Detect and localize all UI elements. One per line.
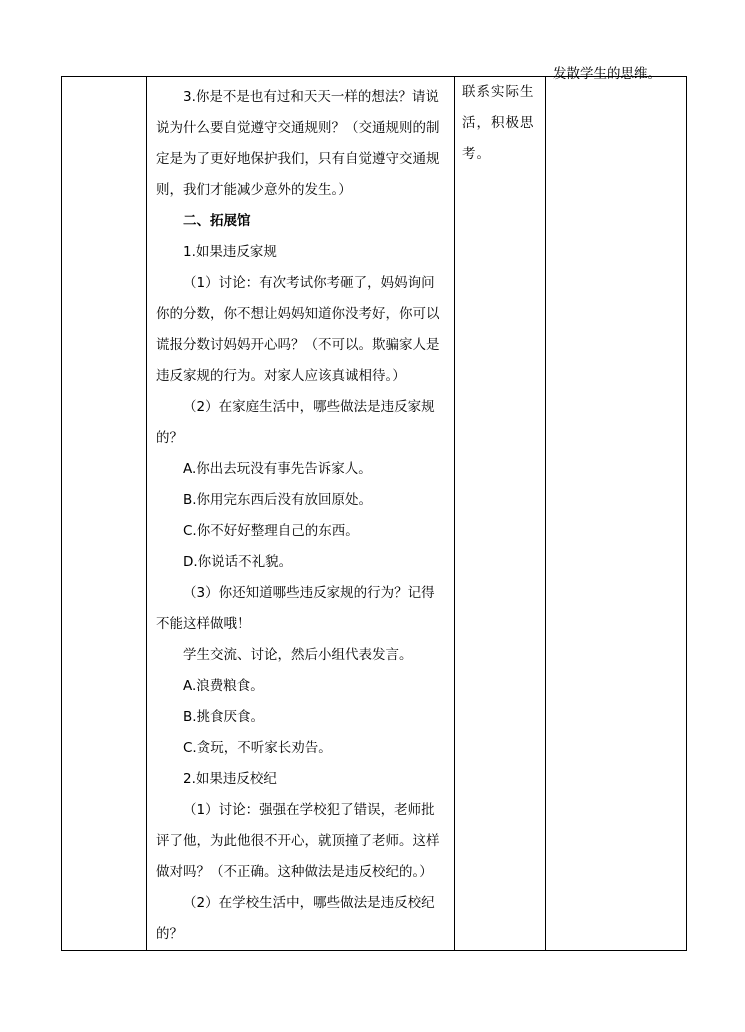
paragraph: （1）讨论：有次考试你考砸了，妈妈询问你的分数，你不想让妈妈知道你没考好，你可以谎报分数讨妈妈开心吗？（不可以。欺骗家人是违反家规的行为。对家人应该真诚相待。） xyxy=(156,275,440,384)
activity-cell xyxy=(147,77,455,951)
lesson-table xyxy=(61,66,687,951)
paragraph: 3.你是不是也有过和天天一样的想法？请说说为什么要自觉遵守交通规则？（交通规则的制定是为了更好地保护我们，只有自觉遵守交通规则，我们才能减少意外的发生。） xyxy=(156,89,440,198)
table-row xyxy=(62,77,687,951)
list-item: A.浪费粮食。 xyxy=(183,678,264,694)
student-activity-text: 联系实际生活，积极思考。 xyxy=(462,84,535,162)
list-item: C.贪玩，不听家长劝告。 xyxy=(183,740,332,756)
paragraph: （2）在学校生活中，哪些做法是违反校纪的？ xyxy=(156,895,435,942)
section-cell xyxy=(62,77,147,951)
list-item: B.你用完东西后没有放回原处。 xyxy=(183,492,373,508)
list-item: A.你出去玩没有事先告诉家人。 xyxy=(183,461,372,477)
subheading: 2.如果违反校纪 xyxy=(183,771,277,787)
list-item: B.挑食厌食。 xyxy=(183,709,265,725)
list-item: C.你不好好整理自己的东西。 xyxy=(183,523,359,539)
list-item: D.你说话不礼貌。 xyxy=(183,554,293,570)
paragraph: （2）在家庭生活中，哪些做法是违反家规的？ xyxy=(156,399,435,446)
section-heading: 二、拓展馆 xyxy=(183,213,251,229)
paragraph: 学生交流、讨论，然后小组代表发言。 xyxy=(183,647,413,663)
subheading: 1.如果违反家规 xyxy=(183,244,277,260)
paragraph: （3）你还知道哪些违反家规的行为？记得不能这样做哦！ xyxy=(156,585,435,632)
paragraph: （1）讨论：强强在学校犯了错误，老师批评了他，为此他很不开心，就顶撞了老师。这样做对吗？（不正确。这种做法是违反校纪的。） xyxy=(156,802,440,880)
activity-content xyxy=(147,77,454,950)
design-intent-text: 发散学生的思维。 xyxy=(553,66,661,82)
design-intent-cell xyxy=(546,66,687,951)
student-activity-cell xyxy=(455,77,546,951)
